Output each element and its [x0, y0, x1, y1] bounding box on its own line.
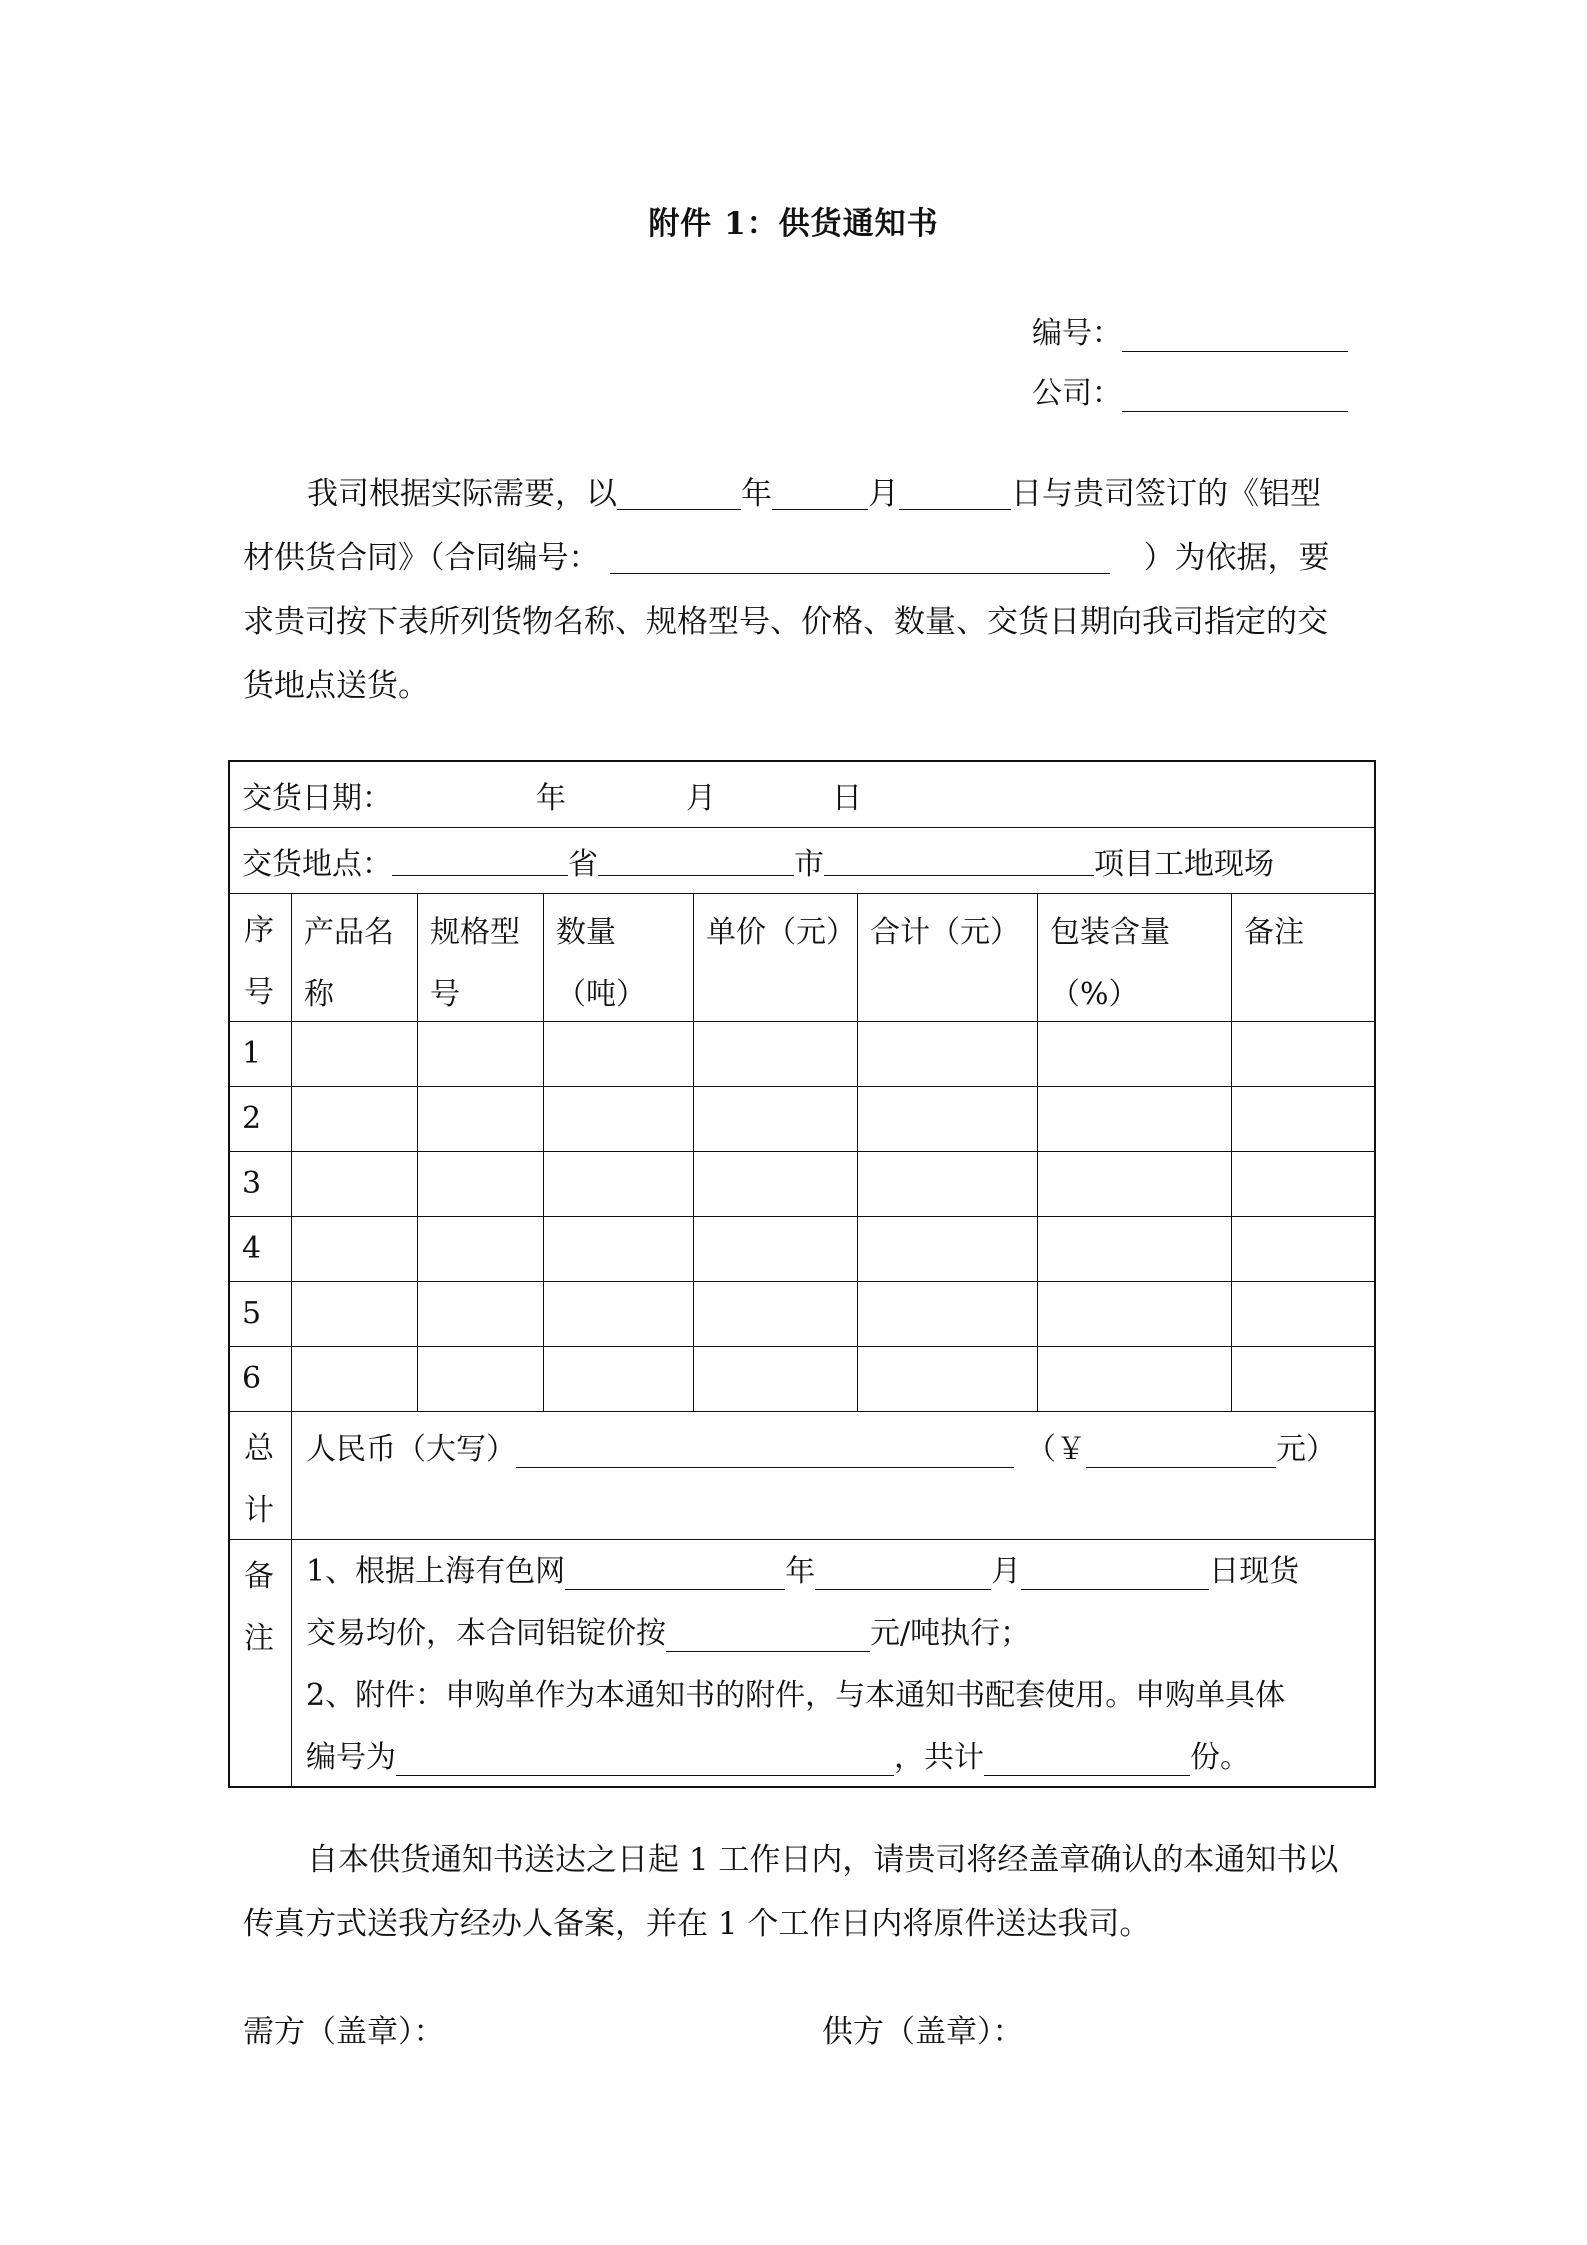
cell-spec[interactable] — [418, 1022, 544, 1086]
notes-label: 备注 — [244, 1559, 274, 1656]
province-blank[interactable] — [392, 841, 568, 876]
total-yen-close: 元） — [1276, 1432, 1336, 1467]
contract-day-blank[interactable] — [899, 469, 1011, 510]
intro-line-4 — [243, 656, 1353, 720]
header-text: 数量（吨） — [556, 915, 646, 1012]
company-label: 公司： — [1032, 376, 1122, 411]
cell-quantity[interactable] — [544, 1282, 694, 1346]
row-seq: 2 — [230, 1087, 292, 1151]
requisition-count-blank[interactable] — [984, 1741, 1190, 1776]
cell-remarks[interactable] — [1232, 1282, 1374, 1346]
delivery-year-label: 年 — [536, 780, 566, 816]
cell-spec[interactable] — [418, 1217, 544, 1281]
cell-spec[interactable] — [418, 1152, 544, 1216]
contract-number-blank[interactable] — [610, 533, 1110, 574]
total-amount-cell — [292, 1412, 1374, 1539]
note-text: 编号为 — [306, 1740, 396, 1775]
cell-spec[interactable] — [418, 1282, 544, 1346]
delivery-date-cell[interactable] — [230, 762, 1374, 827]
table-row — [230, 1282, 1374, 1347]
buyer-seal-label: 需方（盖章）： — [243, 2014, 445, 2050]
cell-remarks[interactable] — [1232, 1152, 1374, 1216]
cell-unit-price[interactable] — [694, 1087, 858, 1151]
header-unit-price — [694, 894, 858, 1021]
table-header-row — [230, 894, 1374, 1022]
header-remarks — [1232, 894, 1374, 1021]
delivery-place-cell — [230, 828, 1374, 893]
supplier-seal-label: 供方（盖章）： — [822, 2014, 1024, 2050]
delivery-day-label: 日 — [832, 780, 862, 816]
total-amount-line — [306, 1418, 1360, 1480]
total-rmb-label: 人民币（大写） — [306, 1432, 516, 1467]
city-blank[interactable] — [598, 841, 794, 876]
note2-line-1 — [306, 1664, 1360, 1726]
closing-line-1: 自本供货通知书送达之日起 1 工作日内，请贵司将经盖章确认的本通知书以 — [307, 1842, 1339, 1878]
notes-row — [230, 1540, 1374, 1786]
note-day-blank[interactable] — [1021, 1555, 1209, 1590]
cell-unit-price[interactable] — [694, 1347, 858, 1411]
intro-line-3 — [243, 592, 1353, 656]
total-label-cell — [230, 1412, 292, 1539]
intro-text: 我司根据实际需要，以 — [307, 476, 617, 512]
intro-text: 求贵司按下表所列货物名称、规格型号、价格、数量、交货日期向我司指定的交 — [243, 604, 1328, 640]
closing-paragraph — [243, 1828, 1353, 1956]
header-text: 产品名称 — [304, 915, 394, 1012]
table-row — [230, 1347, 1374, 1412]
note-text: ，共计 — [894, 1740, 984, 1775]
site-label: 项目工地现场 — [1094, 846, 1274, 882]
number-field — [1032, 308, 1348, 352]
cell-total[interactable] — [858, 1217, 1038, 1281]
note-text: 份。 — [1190, 1740, 1250, 1775]
cell-product-name[interactable] — [292, 1347, 418, 1411]
cell-product-name[interactable] — [292, 1152, 418, 1216]
number-blank[interactable] — [1122, 321, 1348, 352]
row-seq: 5 — [230, 1282, 292, 1346]
header-product-name — [292, 894, 418, 1021]
cell-product-name[interactable] — [292, 1217, 418, 1281]
cell-packaging[interactable] — [1038, 1087, 1232, 1151]
delivery-place-label: 交货地点： — [242, 846, 392, 882]
header-text: 规格型号 — [430, 915, 520, 1012]
note1-line-1 — [306, 1540, 1360, 1602]
total-yen-open: （￥ — [1026, 1432, 1086, 1467]
intro-paragraph — [243, 464, 1353, 720]
cell-product-name[interactable] — [292, 1282, 418, 1346]
cell-packaging[interactable] — [1038, 1282, 1232, 1346]
cell-quantity[interactable] — [544, 1152, 694, 1216]
delivery-month-label: 月 — [686, 780, 716, 816]
total-row — [230, 1412, 1374, 1540]
cell-packaging[interactable] — [1038, 1152, 1232, 1216]
cell-total[interactable] — [858, 1087, 1038, 1151]
cell-packaging[interactable] — [1038, 1347, 1232, 1411]
cell-packaging[interactable] — [1038, 1217, 1232, 1281]
header-text: 包装含量（%） — [1050, 915, 1170, 1012]
cell-total[interactable] — [858, 1022, 1038, 1086]
row-seq: 4 — [230, 1217, 292, 1281]
intro-text: 日与贵司签订的《铝型 — [1011, 476, 1321, 512]
cell-product-name[interactable] — [292, 1087, 418, 1151]
note-month-blank[interactable] — [815, 1555, 991, 1590]
cell-total[interactable] — [858, 1347, 1038, 1411]
cell-total[interactable] — [858, 1152, 1038, 1216]
requisition-number-blank[interactable] — [396, 1741, 894, 1776]
cell-total[interactable] — [858, 1282, 1038, 1346]
header-total — [858, 894, 1038, 1021]
notes-label-cell — [230, 1540, 292, 1786]
total-label: 总计 — [244, 1431, 274, 1528]
cell-remarks[interactable] — [1232, 1087, 1374, 1151]
cell-quantity[interactable] — [544, 1347, 694, 1411]
province-label: 省 — [568, 846, 598, 882]
table-row — [230, 1022, 1374, 1087]
cell-quantity[interactable] — [544, 1022, 694, 1086]
cell-quantity[interactable] — [544, 1217, 694, 1281]
header-text: 备注 — [1244, 915, 1304, 950]
table-row — [230, 1087, 1374, 1152]
row-seq: 3 — [230, 1152, 292, 1216]
cell-remarks[interactable] — [1232, 1217, 1374, 1281]
row-seq: 1 — [230, 1022, 292, 1086]
contract-month-blank[interactable] — [772, 469, 868, 510]
site-blank[interactable] — [824, 841, 1094, 876]
cell-unit-price[interactable] — [694, 1152, 858, 1216]
closing-line-2: 传真方式送我方经办人备案，并在 1 个工作日内将原件送达我司。 — [243, 1906, 1151, 1942]
table-row — [230, 1152, 1374, 1217]
intro-text: 货地点送货。 — [243, 668, 429, 704]
city-label: 市 — [794, 846, 824, 882]
company-field — [1032, 368, 1348, 412]
notes-content-cell — [292, 1540, 1374, 1786]
note2-line-2 — [306, 1726, 1360, 1788]
cell-spec[interactable] — [418, 1087, 544, 1151]
table-row — [230, 1217, 1374, 1282]
contract-year-blank[interactable] — [617, 469, 741, 510]
note1-line-2 — [306, 1602, 1360, 1664]
delivery-table — [228, 760, 1376, 1788]
cell-packaging[interactable] — [1038, 1022, 1232, 1086]
delivery-date-row — [230, 762, 1374, 828]
header-text: 单价（元） — [706, 915, 856, 950]
row-seq: 6 — [230, 1347, 292, 1411]
note-text: 元/吨执行； — [870, 1616, 1031, 1651]
intro-line-2 — [243, 528, 1353, 592]
total-yen-blank[interactable] — [1086, 1433, 1276, 1468]
cell-remarks[interactable] — [1232, 1347, 1374, 1411]
intro-line-1 — [243, 464, 1353, 528]
document-title: 附件 1：供货通知书 — [648, 206, 939, 242]
note-text: 月 — [991, 1554, 1022, 1589]
header-text: 合计（元） — [870, 915, 1020, 950]
intro-text: ）为依据，要 — [1143, 540, 1330, 576]
cell-quantity[interactable] — [544, 1087, 694, 1151]
header-seq — [230, 894, 292, 1021]
company-blank[interactable] — [1122, 381, 1348, 412]
intro-text: 年 — [741, 476, 772, 512]
number-label: 编号： — [1032, 316, 1122, 351]
header-packaging — [1038, 894, 1232, 1021]
note-text: 日现货 — [1209, 1554, 1300, 1589]
cell-unit-price[interactable] — [694, 1282, 858, 1346]
cell-spec[interactable] — [418, 1347, 544, 1411]
note-text: 2、附件：申购单作为本通知书的附件，与本通知书配套使用。申购单具体 — [306, 1678, 1286, 1713]
intro-text: 材供货合同》（合同编号： — [243, 540, 600, 576]
intro-text: 月 — [868, 476, 899, 512]
note-year-blank[interactable] — [565, 1555, 785, 1590]
note-text: 交易均价，本合同铝锭价按 — [306, 1616, 666, 1651]
cell-unit-price[interactable] — [694, 1217, 858, 1281]
delivery-place-row — [230, 828, 1374, 894]
note-text: 1、根据上海有色网 — [306, 1554, 566, 1589]
header-text: 序号 — [244, 913, 274, 1010]
delivery-date-label: 交货日期： — [242, 780, 392, 816]
note-text: 年 — [785, 1554, 816, 1589]
cell-unit-price[interactable] — [694, 1022, 858, 1086]
total-rmb-blank[interactable] — [516, 1433, 1014, 1468]
header-spec — [418, 894, 544, 1021]
cell-product-name[interactable] — [292, 1022, 418, 1086]
note-price-blank[interactable] — [666, 1617, 870, 1652]
cell-remarks[interactable] — [1232, 1022, 1374, 1086]
header-quantity — [544, 894, 694, 1021]
